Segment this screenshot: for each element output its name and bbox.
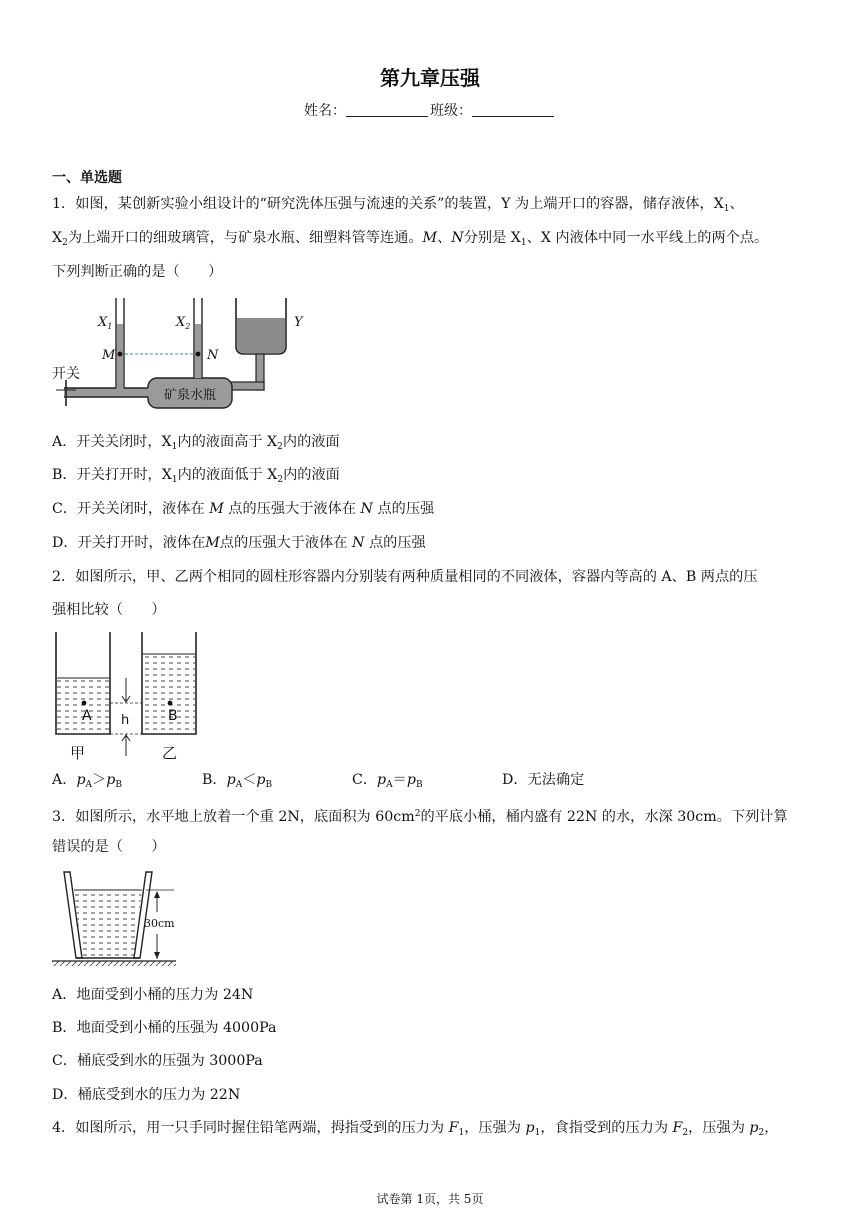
yi-label: 乙 bbox=[162, 744, 178, 762]
jia-label: 甲 bbox=[70, 744, 86, 762]
q2-option-b[interactable]: B．$p_A<p_B$ bbox=[202, 772, 273, 790]
q1-option-b[interactable]: B．开关打开时，$X_1$内的液面低于 $X_2$内的液面 bbox=[52, 467, 340, 485]
q3-option-b[interactable]: B．地面受到小桶的压强为 4000Pa bbox=[52, 1020, 277, 1036]
q1-line1: 1．如图，某创新实验小组设计的“研究洗体压强与流速的关系”的装置，Y 为上端开口的容器，储存液体，$X_1$、 bbox=[52, 196, 744, 214]
q1-option-d[interactable]: D．开关打开时，液体在M点的压强大于液体在 N 点的压强 bbox=[52, 535, 426, 551]
class-label: 班级： bbox=[430, 103, 472, 119]
point-m-label: M bbox=[102, 348, 116, 363]
point-b-label: B bbox=[168, 708, 178, 724]
q2-option-a[interactable]: A．$p_A>p_B$ bbox=[52, 772, 122, 790]
q4-line1: 4．如图所示，用一只手同时握住铅笔两端，拇指受到的压力为 $F_1$，压强为 $p_1$，食指受到的压力为 $F_2$，压强为 $p_2$， bbox=[52, 1120, 779, 1138]
q1-figure bbox=[50, 294, 310, 416]
q1-option-a[interactable]: A．开关关闭时，$X_1$内的液面高于 $X_2$内的液面 bbox=[52, 434, 340, 452]
section-heading: 一、单选题 bbox=[52, 170, 122, 186]
q3-line2: 错误的是（ ） bbox=[52, 839, 166, 855]
name-label: 姓名： bbox=[304, 103, 346, 119]
q1-option-c[interactable]: C．开关关闭时，液体在 M 点的压强大于液体在 N 点的压强 bbox=[52, 501, 435, 517]
point-n-label: N bbox=[207, 348, 219, 363]
student-info bbox=[0, 100, 860, 120]
q2-option-c[interactable]: C．$p_A=p_B$ bbox=[352, 772, 423, 790]
q3-figure bbox=[50, 868, 180, 968]
q3-option-c[interactable]: C．桶底受到水的压强为 3000Pa bbox=[52, 1053, 263, 1069]
q3-line1: 3．如图所示，水平地上放着一个重 2N，底面积为 $60cm^2$的平底小桶，桶内盛有 22N 的水，水深 30cm。下列计算 bbox=[52, 809, 788, 825]
h-label: h bbox=[121, 713, 130, 728]
bottle-label: 矿泉水瓶 bbox=[163, 388, 217, 403]
y-label: Y bbox=[294, 315, 303, 330]
q2-option-d[interactable]: D．无法确定 bbox=[502, 772, 585, 788]
q3-option-d[interactable]: D．桶底受到水的压力为 22N bbox=[52, 1087, 241, 1103]
point-a-label: A bbox=[82, 708, 92, 724]
x2-label: $X_2$ bbox=[176, 315, 191, 331]
q3-option-a[interactable]: A．地面受到小桶的压力为 24N bbox=[52, 987, 254, 1003]
q1-line2: $X_2$为上端开口的细玻璃管，与矿泉水瓶、细塑料管等连通。M、N分别是 $X_1$、X 内液体中同一水平线上的两个点。 bbox=[52, 230, 769, 248]
depth-label: 30cm bbox=[144, 917, 175, 930]
q2-line2: 强相比较（ ） bbox=[52, 602, 166, 618]
page-title: 第九章压强 bbox=[380, 66, 480, 90]
name-blank[interactable] bbox=[346, 102, 428, 117]
page-footer: 试卷第 1页，共 5页 bbox=[376, 1192, 484, 1206]
switch-label: 开关 bbox=[52, 366, 80, 382]
q1-line3: 下列判断正确的是（ ） bbox=[52, 264, 223, 280]
class-blank[interactable] bbox=[472, 102, 554, 117]
q2-line1: 2．如图所示，甲、乙两个相同的圆柱形容器内分别装有两种质量相同的不同液体，容器内等高的 A、B 两点的压 bbox=[52, 569, 758, 585]
x1-label: $X_1$ bbox=[98, 315, 113, 331]
q2-figure bbox=[48, 630, 228, 764]
q2-options bbox=[52, 770, 812, 795]
